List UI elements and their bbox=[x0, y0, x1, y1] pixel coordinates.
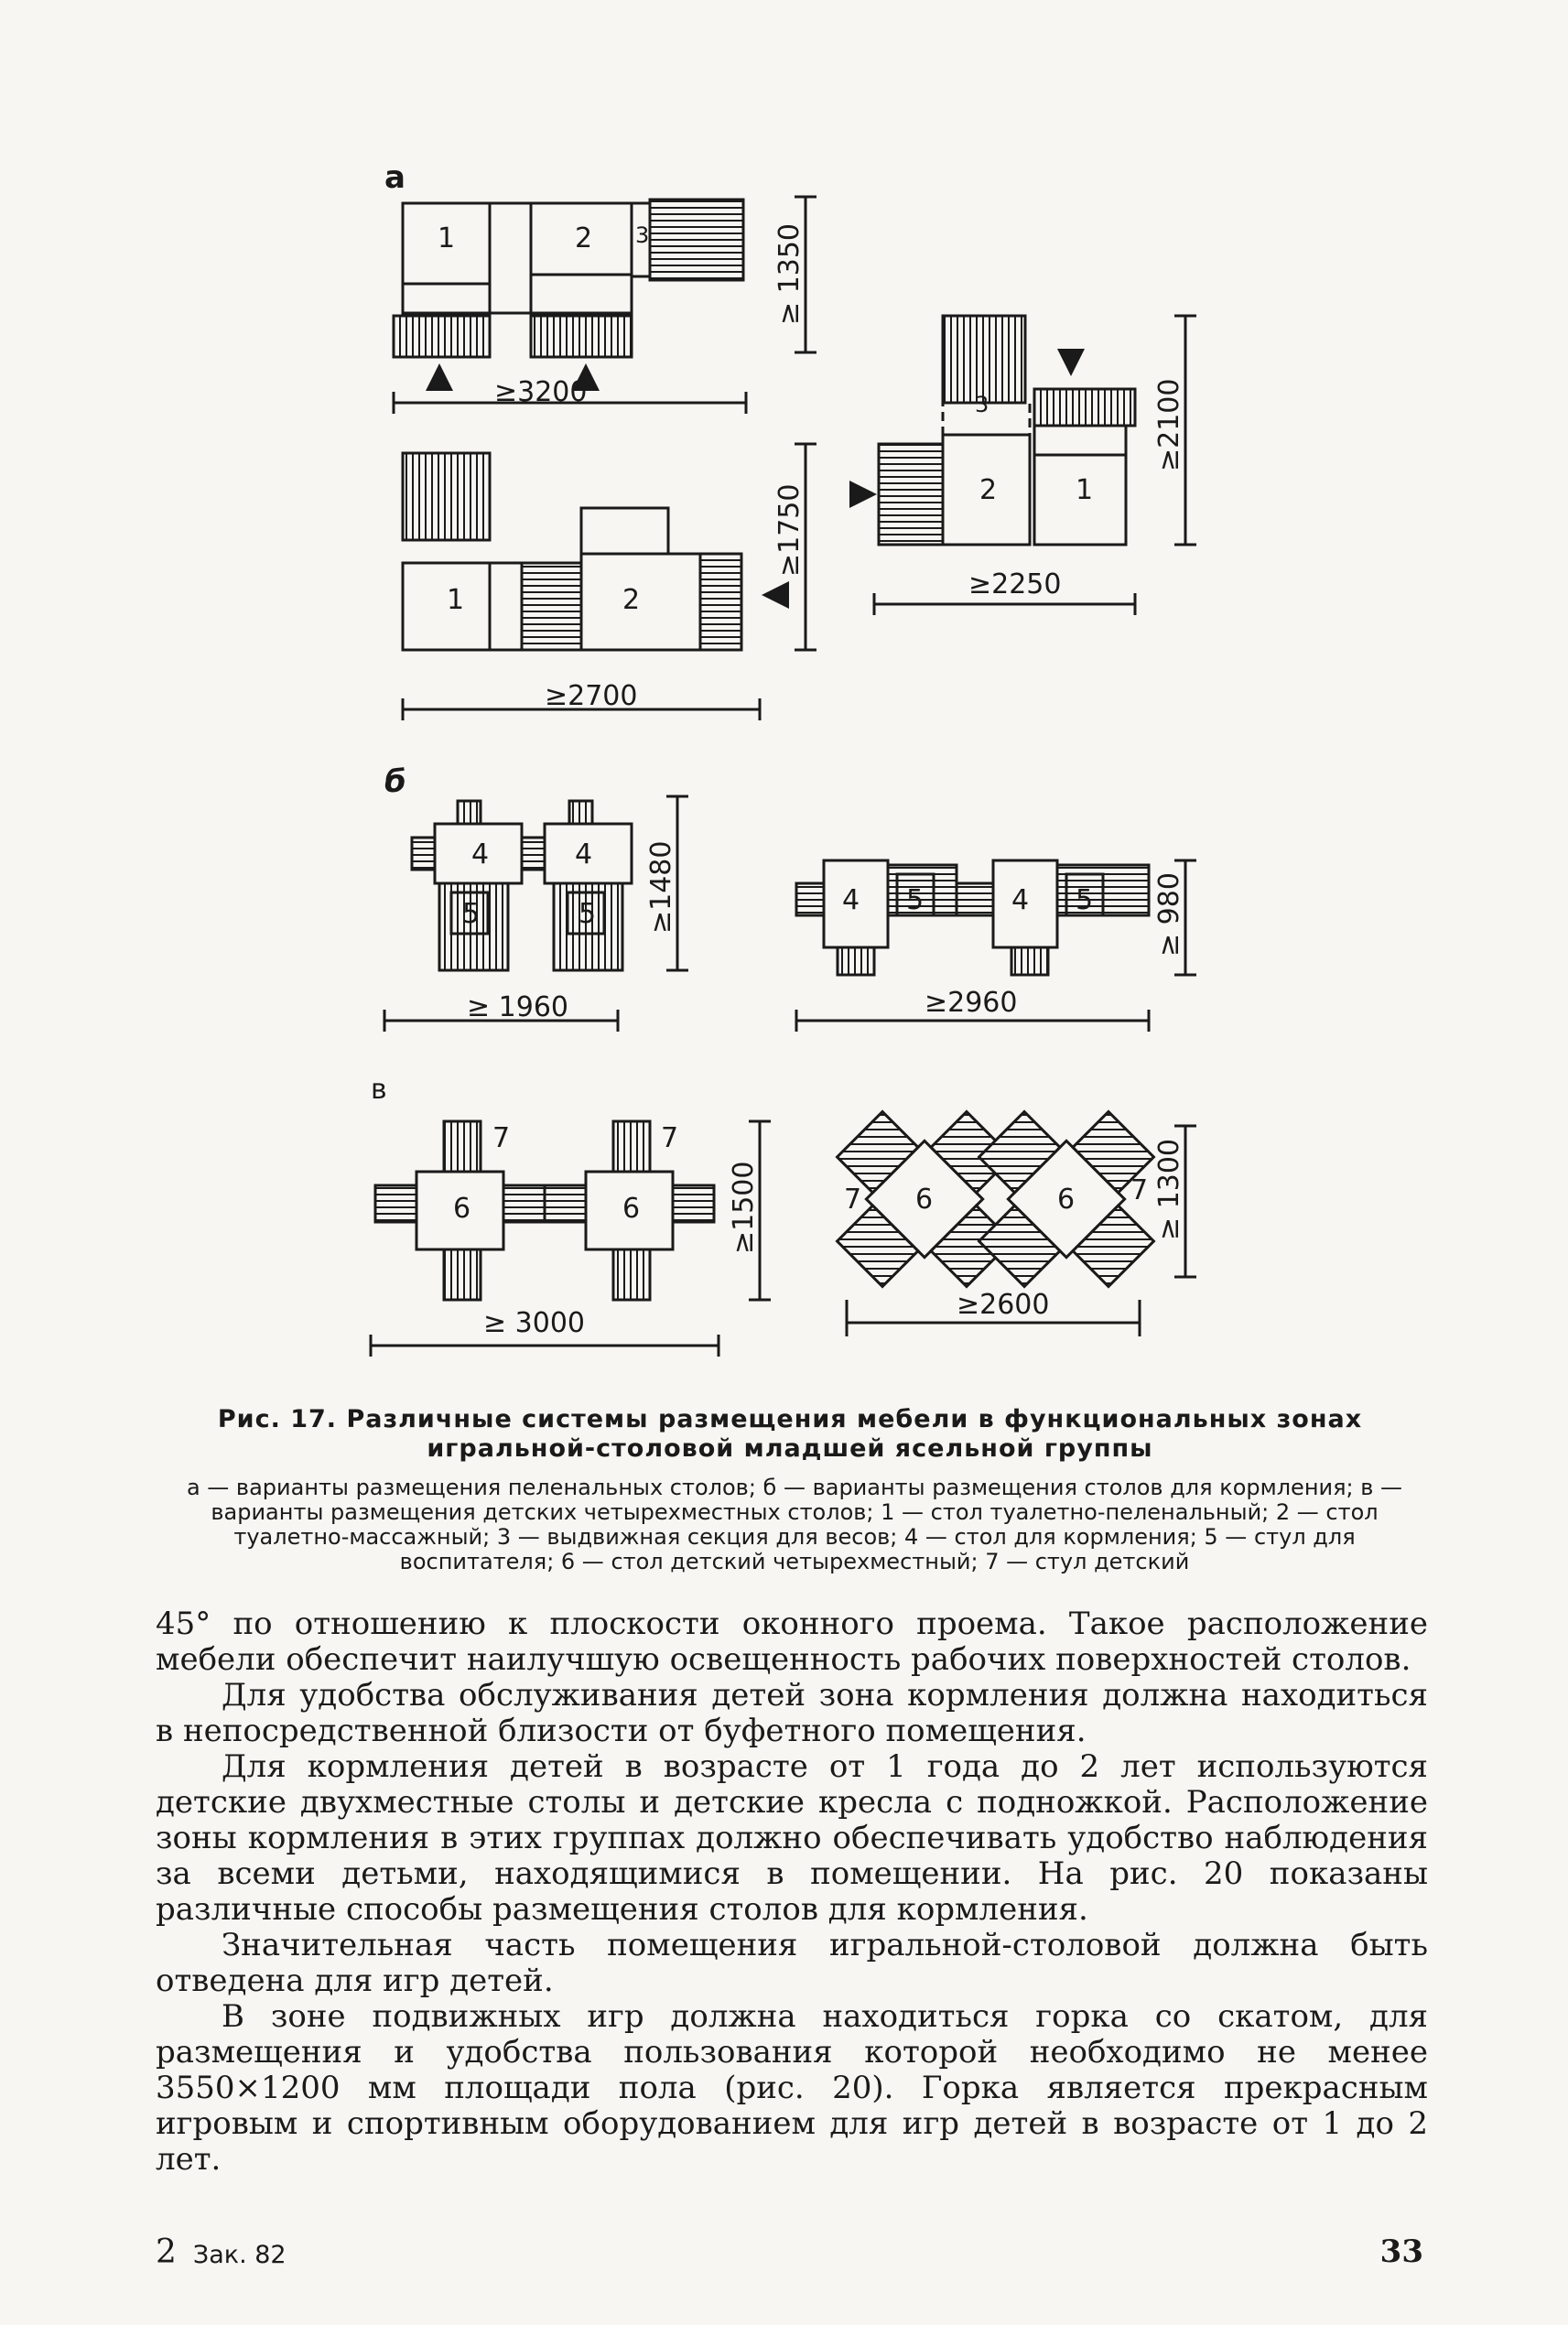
paragraph-1: 45° по отношению к плоскости оконного проема. Такое расположение мебели обеспечит наилучшую освещенность рабочих поверхностей столов. bbox=[156, 1606, 1428, 1678]
label-table-2c: 2 bbox=[979, 474, 998, 506]
paragraph-5: В зоне подвижных игр должна находиться горка со скатом, для размещения и удобства пользования которой необходимо не менее 3550×1200 мм площади пола (рис. 20). Горка является прекрасным игровым и спортивным оборудованием для игр детей в возрасте от 1 до 2 лет. bbox=[156, 1998, 1428, 2178]
dim-a1-width: ≥3200 bbox=[494, 376, 588, 408]
section-label-v: в bbox=[371, 1074, 387, 1106]
label-chair-7b: 7 bbox=[661, 1122, 679, 1154]
body-text bbox=[156, 1606, 1428, 2178]
dim-b1-height: ≥1480 bbox=[645, 840, 677, 934]
paragraph-4: Значительная часть помещения игральной-столовой должна быть отведена для игр детей. bbox=[156, 1927, 1428, 1999]
layout-a1 bbox=[394, 197, 816, 414]
section-label-a: а bbox=[384, 159, 406, 196]
label-chair-5b: 5 bbox=[579, 898, 597, 930]
layout-a2 bbox=[403, 444, 816, 720]
dim-a2-width: ≥2700 bbox=[545, 680, 638, 712]
paragraph-3: Для кормления детей в возрасте от 1 года до 2 лет используются детские двухместные столы и детские кресла с подножкой. Расположение зоны кормления в этих группах должно обеспечивать удобство наблюдения за всеми детьми, находящимися в помещении. На рис. 20 показаны различные способы размещения столов для кормления. bbox=[156, 1748, 1428, 1928]
label-table-4c: 4 bbox=[842, 884, 860, 916]
label-table-6b: 6 bbox=[622, 1193, 641, 1225]
label-chair-7c: 7 bbox=[844, 1184, 862, 1216]
label-table-1: 1 bbox=[438, 222, 456, 254]
page-number: 33 bbox=[1379, 2233, 1423, 2270]
label-table-4d: 4 bbox=[1011, 884, 1030, 916]
dim-v1-width: ≥ 3000 bbox=[483, 1307, 586, 1339]
dim-b1-width: ≥ 1960 bbox=[467, 991, 569, 1023]
section-label-b: б bbox=[384, 763, 406, 800]
signature-number: 2 bbox=[156, 2233, 177, 2271]
label-chair-5d: 5 bbox=[1076, 884, 1094, 916]
footer-signature bbox=[156, 2233, 287, 2271]
dim-b2-width: ≥2960 bbox=[925, 987, 1018, 1019]
figure-caption-title: Рис. 17. Различные системы размещения мебели в функциональных зонах игральной-столовой младшей ясельной группы bbox=[217, 1405, 1363, 1463]
label-table-6: 6 bbox=[453, 1193, 471, 1225]
label-table-4b: 4 bbox=[575, 838, 593, 871]
label-chair-7: 7 bbox=[492, 1122, 511, 1154]
dim-v2-width: ≥2600 bbox=[957, 1289, 1050, 1321]
dim-a1-height: ≥ 1350 bbox=[773, 222, 806, 325]
dim-v1-height: ≥1500 bbox=[728, 1161, 760, 1254]
label-table-6d: 6 bbox=[1057, 1184, 1076, 1216]
dim-b2-height: ≥ 980 bbox=[1153, 872, 1185, 957]
dim-a3-width: ≥2250 bbox=[968, 568, 1062, 600]
label-chair-7d: 7 bbox=[1130, 1174, 1149, 1206]
dim-v2-height: ≥ 1300 bbox=[1153, 1138, 1185, 1240]
label-section-3: 3 bbox=[635, 222, 650, 248]
label-table-2b: 2 bbox=[622, 584, 641, 616]
label-table-4: 4 bbox=[471, 838, 490, 871]
figure-caption-legend: а — варианты размещения пеленальных столов; б — варианты размещения столов для кормления; в — варианты размещения детских четырехместных столов; 1 — стол туалетно-пеленальный; 2 — стол туалетно-массажный; 3 — выдвижная секция для весов; 4 — стол для кормления; 5 — стул для воспитателя; 6 — стол детский четырехместный; 7 — стул детский bbox=[186, 1475, 1403, 1574]
label-chair-5c: 5 bbox=[906, 884, 925, 916]
label-table-2: 2 bbox=[575, 222, 593, 254]
label-table-1c: 1 bbox=[1076, 474, 1094, 506]
label-table-6c: 6 bbox=[915, 1184, 934, 1216]
paragraph-2: Для удобства обслуживания детей зона кормления должна находиться в непосредственной близости от буфетного помещения. bbox=[156, 1677, 1428, 1749]
dim-a2-height: ≥1750 bbox=[773, 483, 806, 577]
label-chair-5: 5 bbox=[462, 898, 481, 930]
dim-a3-height: ≥2100 bbox=[1153, 378, 1185, 471]
label-table-1b: 1 bbox=[447, 584, 465, 616]
label-section-3b: 3 bbox=[975, 392, 989, 417]
order-number: Зак. 82 bbox=[192, 2241, 287, 2269]
